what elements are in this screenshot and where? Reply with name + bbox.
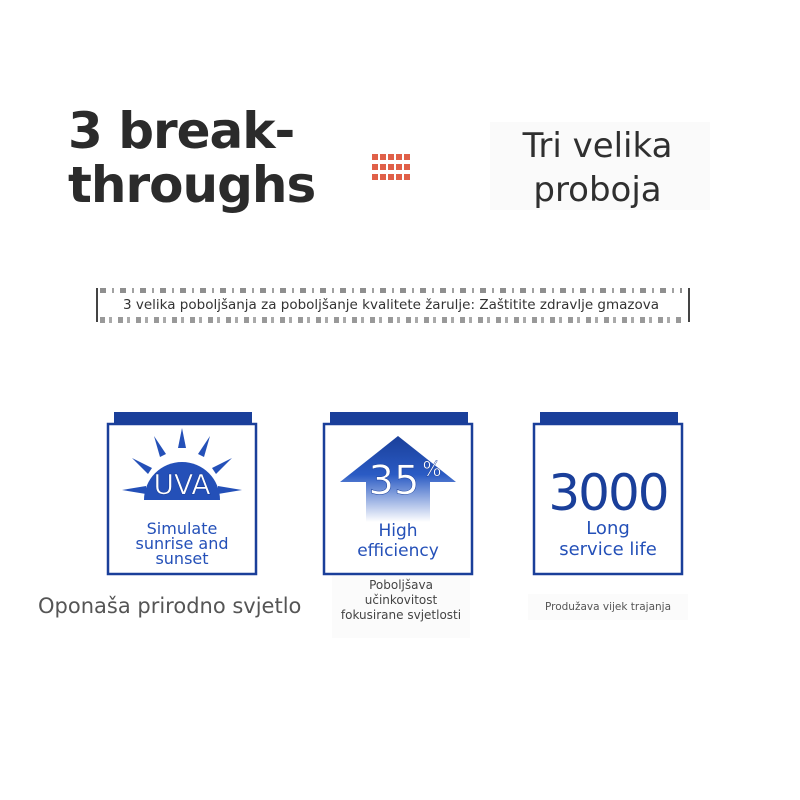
- feature-card-uva: [106, 410, 258, 576]
- subtitle: [495, 124, 700, 212]
- subtitle-line-2: proboja: [533, 170, 662, 210]
- headline-line-1: 3 break-: [68, 102, 295, 160]
- feature-card-service-life: [532, 410, 684, 576]
- description-residue-bottom: [100, 317, 682, 323]
- card-1-line-2: sunrise and: [135, 534, 229, 553]
- feature-card-efficiency: [322, 410, 474, 576]
- description-residue-top: [100, 288, 682, 293]
- card-2-caption: Poboljšava učinkovitost fokusirane svjetlosti: [340, 578, 462, 622]
- subtitle-line-1: Tri velika: [522, 126, 673, 166]
- card-1-caption: Oponaša prirodno svjetlo: [38, 594, 302, 618]
- card-3-line-1: Long: [586, 518, 630, 539]
- service-life-number: 3000: [548, 464, 668, 522]
- uva-badge: UVA: [153, 468, 211, 501]
- card-3-caption: Produžava vijek trajanja: [544, 601, 672, 613]
- description-text: 3 velika poboljšanja za poboljšanje kvalitete žarulje: Zaštitite zdravlje gmazova: [122, 297, 660, 313]
- card-3-line-2: service life: [559, 539, 657, 560]
- card-2-line-1: High: [378, 521, 418, 541]
- efficiency-unit: %: [422, 457, 442, 481]
- efficiency-number: 35: [368, 458, 420, 504]
- card-1-line-1: Simulate: [146, 519, 218, 538]
- headline-line-2: throughs: [68, 156, 316, 214]
- dot-grid-icon: [372, 154, 410, 182]
- card-1-line-3: sunset: [155, 549, 209, 568]
- headline: [68, 104, 368, 212]
- card-2-line-2: efficiency: [357, 541, 439, 561]
